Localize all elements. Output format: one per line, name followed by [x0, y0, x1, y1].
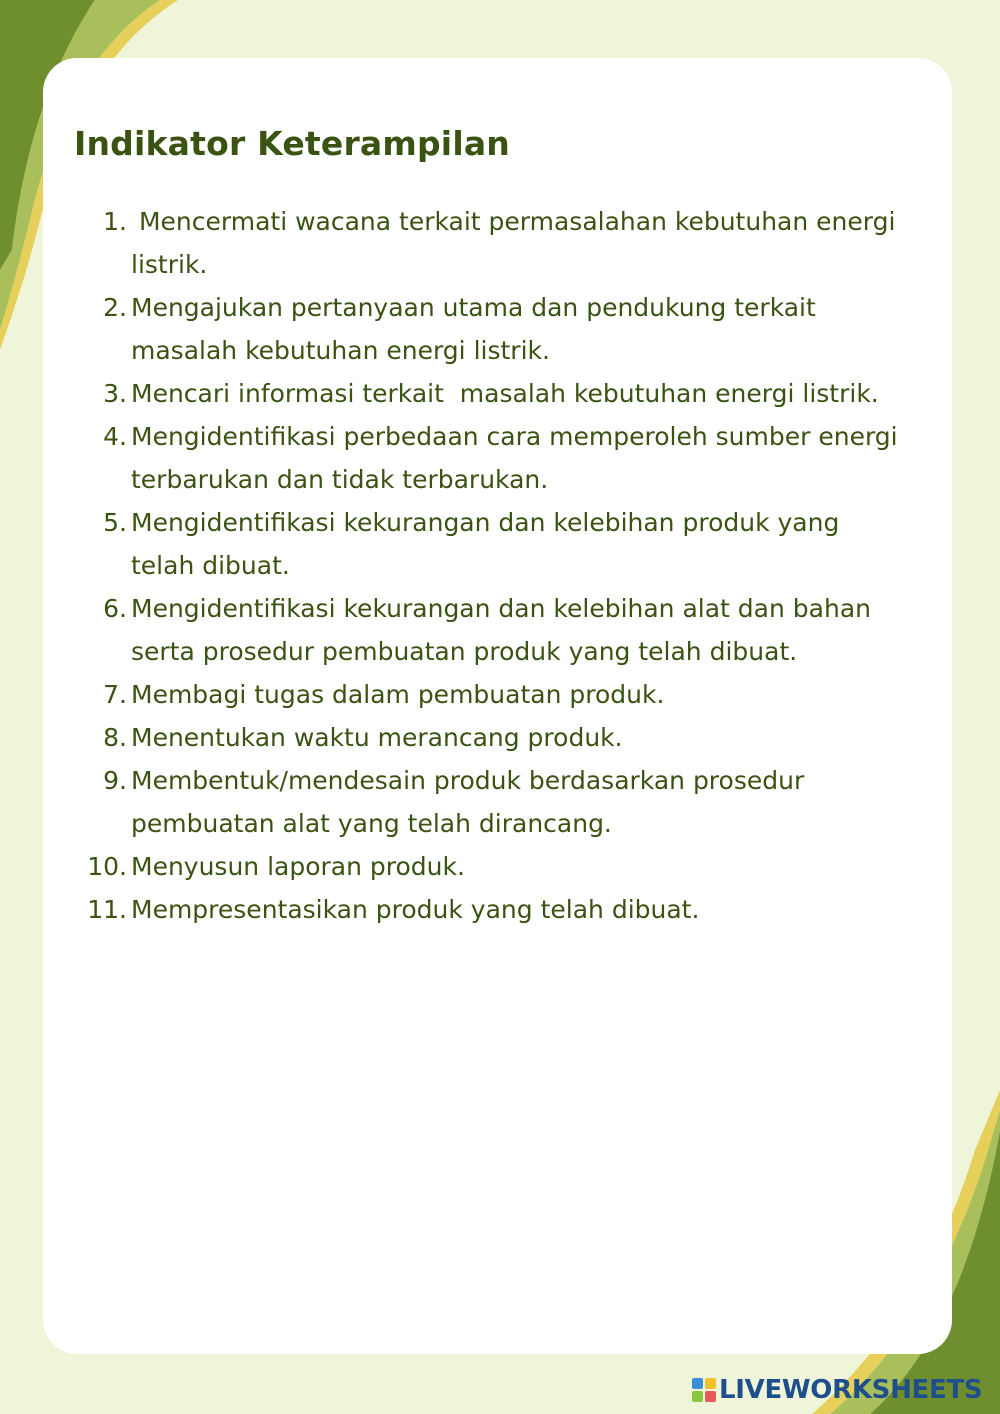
list-item: [83, 200, 903, 286]
item-number: 5.: [103, 508, 127, 537]
item-number: 2.: [103, 293, 127, 322]
list-item: [83, 845, 903, 888]
list-item: [83, 759, 903, 845]
item-text: Mengajukan pertanyaan utama dan pendukung terkait masalah kebutuhan energi listrik.: [131, 293, 824, 365]
item-number: 11.: [87, 895, 127, 924]
liveworksheets-logo[interactable]: [692, 1373, 982, 1407]
item-text: Mengidentifikasi perbedaan cara memperoleh sumber energi terbarukan dan tidak terbarukan.: [131, 422, 906, 494]
item-text: Mencermati wacana terkait permasalahan kebutuhan energi listrik.: [131, 207, 904, 279]
item-text: Menyusun laporan produk.: [131, 852, 465, 881]
item-number: 3.: [103, 379, 127, 408]
item-text: Mempresentasikan produk yang telah dibuat.: [131, 895, 700, 924]
item-number: 4.: [103, 422, 127, 451]
item-number: 9.: [103, 766, 127, 795]
item-text: Mengidentifikasi kekurangan dan kelebihan alat dan bahan serta prosedur pembuatan produk yang telah dibuat.: [131, 594, 879, 666]
item-text: Mencari informasi terkait masalah kebutuhan energi listrik.: [131, 379, 879, 408]
brand-name: LIVEWORKSHEETS: [719, 1375, 983, 1405]
list-item: [83, 673, 903, 716]
list-item: [83, 372, 903, 415]
item-number: 1.: [103, 207, 127, 236]
item-text: Membagi tugas dalam pembuatan produk.: [131, 680, 665, 709]
content-card: [43, 58, 952, 1354]
page-title: Indikator Keterampilan: [74, 124, 510, 163]
list-item: [83, 587, 903, 673]
list-item: [83, 888, 903, 931]
item-number: 7.: [103, 680, 127, 709]
list-item: [83, 415, 906, 501]
list-item: [83, 716, 903, 759]
item-number: 10.: [87, 852, 127, 881]
item-text: Menentukan waktu merancang produk.: [131, 723, 623, 752]
item-number: 6.: [103, 594, 127, 623]
item-text: Mengidentifikasi kekurangan dan kelebihan produk yang telah dibuat.: [131, 508, 848, 580]
item-text: Membentuk/mendesain produk berdasarkan prosedur pembuatan alat yang telah dirancang.: [131, 766, 813, 838]
list-item: [83, 286, 903, 372]
liveworksheets-logo-icon: [692, 1378, 716, 1402]
list-item: [83, 501, 903, 587]
item-number: 8.: [103, 723, 127, 752]
skill-indicator-list: [83, 200, 906, 931]
